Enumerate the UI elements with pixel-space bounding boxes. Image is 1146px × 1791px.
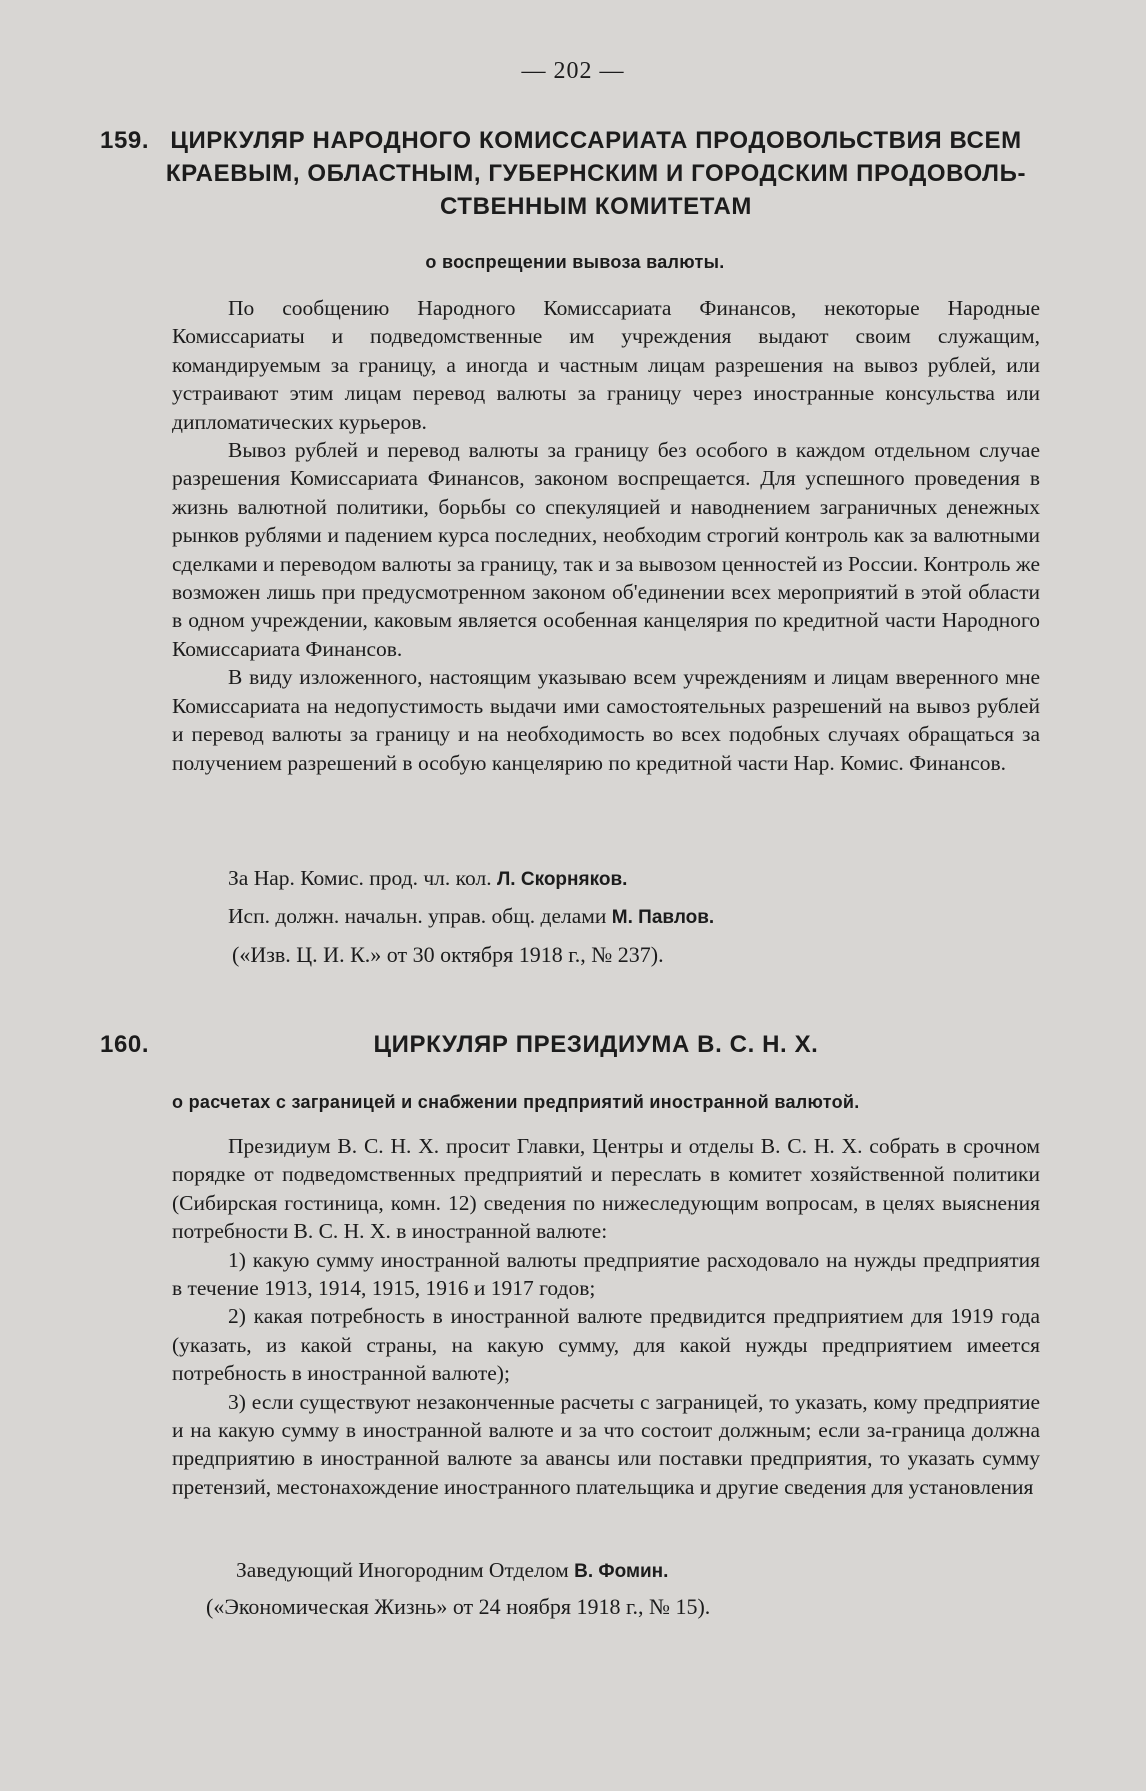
list-item: 1) какую сумму иностранной валюты предприятие расходовало на нужды предприятия в течение 1913, 1914, 1915, 1916 и 1917 годов; [172,1247,1040,1301]
doc159-title-line: ЦИРКУЛЯР НАРОДНОГО КОМИССАРИАТА ПРОДОВОЛЬСТВИЯ ВСЕМ [170,127,1022,154]
signature-name: В. Фомин. [574,1561,669,1582]
doc160-subtitle: о расчетах с заграницей и снабжении предприятий иностранной валютой. [172,1092,860,1112]
paragraph: Президиум В. С. Н. Х. просит Главки, Центры и отделы В. С. Н. Х. собрать в срочном порядке от подведомственных предприятий и переслать в комитет хозяйственной политики (Сибирская гостиница, комн. 12) сведения по нижеследующим вопросам, в целях выяснения потребности В. С. Н. Х. в иностранной валюте: [172,1134,1040,1244]
doc160-heading [100,1028,1050,1061]
doc159-number: 159. [100,127,150,154]
doc159-signature-2 [228,904,714,929]
signature-name: Л. Скорняков. [496,869,628,890]
doc160-number: 160. [100,1031,150,1058]
signature-prefix: Заведующий Иногородним Отделом [236,1558,569,1582]
page-number: — 202 — [521,58,625,84]
doc159-signature-1 [228,866,627,891]
list-item: 2) какая потребность в иностранной валюте предвидится предприятием для 1919 года (указать, из какой страны, на какую сумму, для какой нужды предприятием имеется потребность в иностранной валюте); [172,1304,1040,1386]
doc159-heading [100,124,1050,223]
doc160-signature [236,1558,668,1583]
signature-name: М. Павлов. [611,907,715,928]
doc159-subtitle: о воспрещении вывоза валюты. [425,252,725,272]
doc159-title [100,124,1050,223]
doc160-source: («Экономическая Жизнь» от 24 ноября 1918 г., № 15). [206,1594,711,1619]
signature-prefix: Исп. должн. начальн. управ. общ. делами [228,904,607,928]
doc160-body [172,1132,1040,1501]
signature-prefix: За Нар. Комис. прод. чл. кол. [228,866,492,890]
doc159-source: («Изв. Ц. И. К.» от 30 октября 1918 г., № 237). [232,942,664,967]
doc160-title: ЦИРКУЛЯР ПРЕЗИДИУМА В. С. Н. Х. [373,1031,819,1058]
paragraph: По сообщению Народного Комиссариата Финансов, некоторые Народные Комиссариаты и подведомственные им учреждения выдают своим служащим, командируемым за границу, а иногда и частным лицам разрешения на вывоз рублей, или устраивают этим лицам перевод валюты за границу через иностранные консульства или дипломатических курьеров. [172,296,1040,434]
paragraph: Вывоз рублей и перевод валюты за границу без особого в каждом отдельном случае разрешения Комиссариата Финансов, законом воспрещается. Для успешного проведения в жизнь валютной политики, борьбы со спекуляцией и наводнением заграничных денежных рынков рублями и падением курса последних, необходим строгий контроль как за валютными сделками и переводом валюты за границу, так и за вывозом ценностей из России. Контроль же возможен лишь при предусмотренном законом об'единении всех мероприятий в этой области в одном учреждении, каковым является особенная канцелярия по кредитной части Народного Комиссариата Финансов. [172,438,1040,661]
doc159-body [172,294,1040,777]
doc159-title-line: СТВЕННЫМ КОМИТЕТАМ [439,193,753,220]
paragraph: В виду изложенного, настоящим указываю всем учреждениям и лицам вверенного мне Комиссариата на недопустимость выдачи ими самостоятельных разрешений на вывоз рублей и перевод валюты за границу и на необходимость во всех подобных случаях обращаться за получением разрешений в особую канцелярию по кредитной части Нар. Комис. Финансов. [172,665,1040,775]
list-item: 3) если существуют незаконченные расчеты с заграницей, то указать, кому предприятие и на какую сумму в иностранной валюте и за что состоит должным; если за-граница должна предприятию в иностранной валюте за авансы или поставки предприятия, то указать сумму претензий, местонахождение иностранного плательщика и другие сведения для установления [172,1389,1040,1499]
doc159-title-line: КРАЕВЫМ, ОБЛАСТНЫМ, ГУБЕРНСКИМ И ГОРОДСКИМ ПРОДОВОЛЬ- [165,160,1027,187]
